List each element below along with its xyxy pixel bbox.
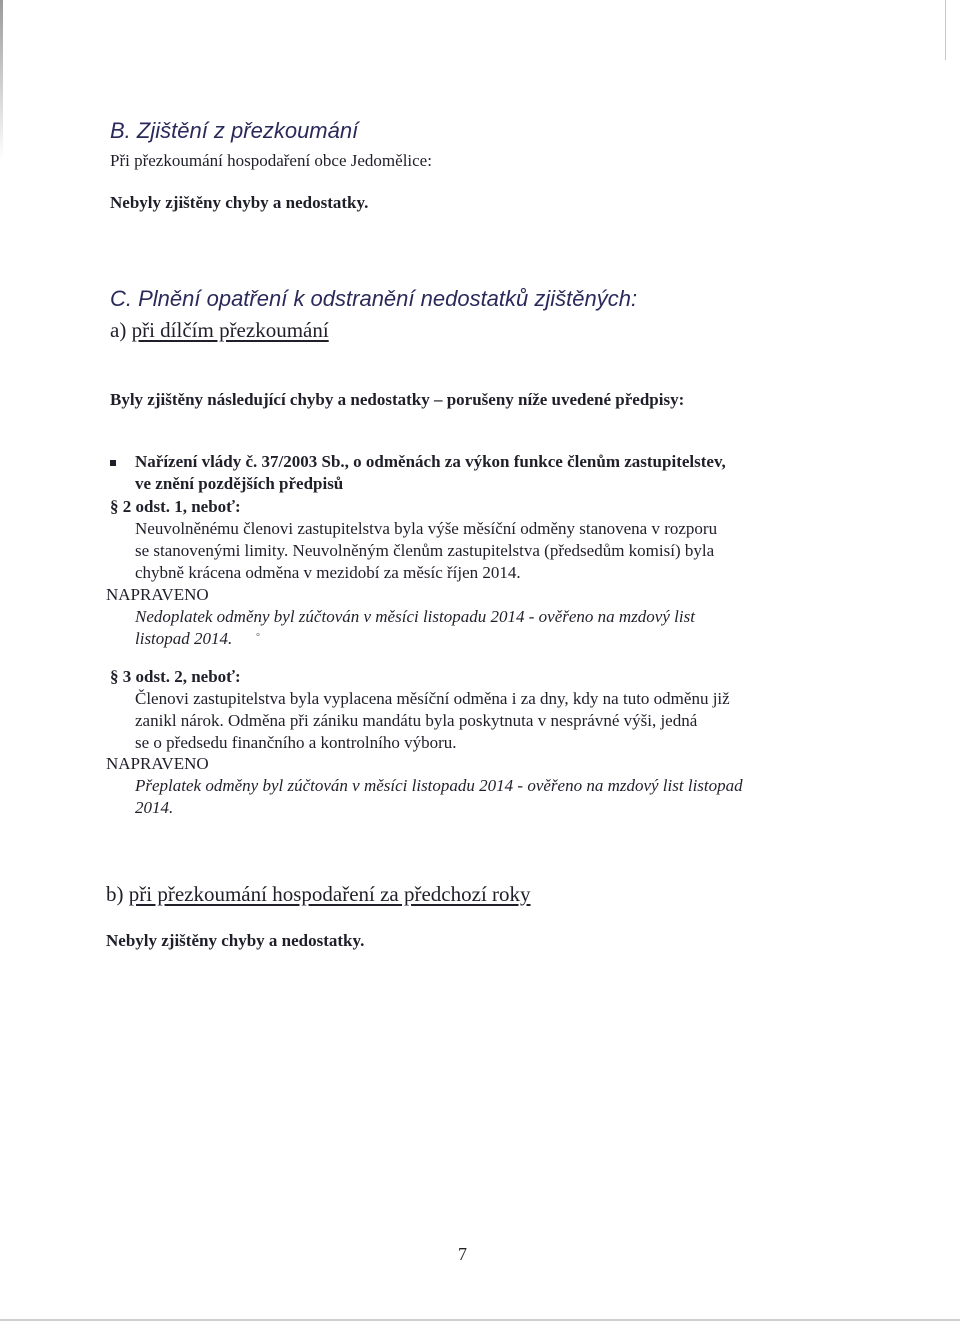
scan-edge-left bbox=[0, 0, 3, 160]
page-number: 7 bbox=[458, 1244, 467, 1264]
sub-b-title: při přezkoumání hospodaření za předchozí roky bbox=[128, 882, 531, 906]
item-2-remedy-line-2: 2014. bbox=[135, 798, 174, 817]
sub-a-prefix: a) bbox=[110, 318, 132, 342]
item-1-line-1: Neuvolněnému členovi zastupitelstva byla výše měsíční odměny stanovena v rozporu bbox=[135, 519, 718, 538]
scan-edge-right bbox=[945, 0, 946, 60]
item-2-paragraph: § 3 odst. 2, neboť: bbox=[110, 667, 241, 686]
sub-a-title: při dílčím přezkoumání bbox=[131, 318, 329, 342]
item-2-description bbox=[135, 688, 827, 754]
item-1-remedy-line-1: Nedoplatek odměny byl zúčtován v měsíci listopadu 2014 - ověřeno na mzdový list bbox=[135, 607, 695, 626]
sub-b-result: Nebyly zjištěny chyby a nedostatky. bbox=[106, 931, 365, 950]
bullet-marker bbox=[110, 460, 116, 466]
item-2-line-3: se o předsedu finančního a kontrolního výboru. bbox=[135, 733, 457, 752]
item-1-remedy-line-2: listopad 2014. bbox=[135, 629, 233, 648]
item-1-line-3: chybně krácena odměna v mezidobí za měsíc říjen 2014. bbox=[135, 563, 521, 582]
scan-edge-bottom bbox=[0, 1319, 960, 1321]
regulation-line-2: ve znění pozdějších předpisů bbox=[135, 474, 344, 493]
section-b-heading: B. Zjištění z přezkoumání bbox=[110, 118, 359, 143]
section-c-sub-b-heading bbox=[106, 882, 531, 907]
item-1-paragraph: § 2 odst. 1, neboť: bbox=[110, 497, 241, 516]
found-errors-text: Byly zjištěny následující chyby a nedostatky – porušeny níže uvedené předpisy: bbox=[110, 390, 685, 409]
section-c-heading: C. Plnění opatření k odstranění nedostatků zjištěných: bbox=[110, 286, 638, 311]
item-2-line-2: zanikl nárok. Odměna při zániku mandátu byla poskytnuta v nesprávné výši, jedná bbox=[135, 711, 698, 730]
item-1-remedy bbox=[135, 606, 827, 650]
section-b-intro: Při přezkoumání hospodaření obce Jedomělice: bbox=[110, 151, 432, 170]
section-c-sub-a-heading bbox=[110, 318, 329, 343]
item-2-status: NAPRAVENO bbox=[106, 754, 209, 773]
item-2-remedy bbox=[135, 775, 827, 819]
item-2-remedy-line-1: Přeplatek odměny byl zúčtován v měsíci listopadu 2014 - ověřeno na mzdový list listopad bbox=[135, 776, 743, 795]
section-b-result: Nebyly zjištěny chyby a nedostatky. bbox=[110, 193, 369, 212]
regulation-line-1: Nařízení vlády č. 37/2003 Sb., o odměnách za výkon funkce členům zastupitelstev, bbox=[135, 452, 726, 471]
item-1-line-2: se stanovenými limity. Neuvolněným členům zastupitelstva (předsedům komisí) byla bbox=[135, 541, 715, 560]
item-1-status: NAPRAVENO bbox=[106, 585, 209, 604]
item-1-description bbox=[135, 518, 827, 584]
item-2-line-1: Členovi zastupitelstva byla vyplacena měsíční odměna i za dny, kdy na tuto odměnu již bbox=[135, 689, 730, 708]
sub-b-prefix: b) bbox=[106, 882, 129, 906]
ink-mark: ° bbox=[256, 632, 260, 643]
